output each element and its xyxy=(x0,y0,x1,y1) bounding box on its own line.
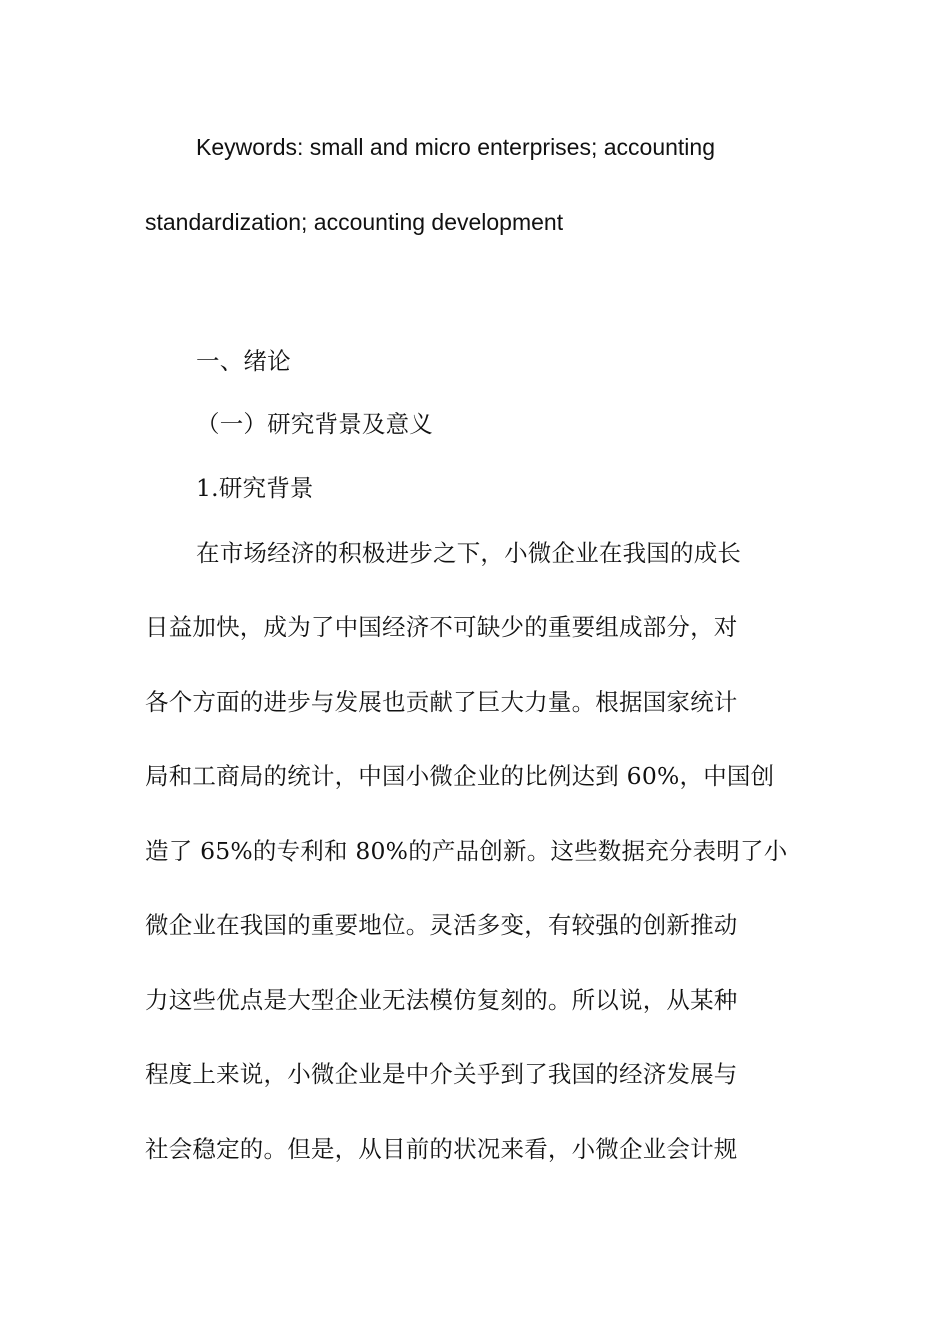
keywords-line-1: Keywords: small and micro enterprises; accounting xyxy=(196,134,716,160)
keywords-line-2: standardization; accounting development xyxy=(145,209,564,235)
body-paragraph-line: 社会稳定的。但是，从目前的状况来看，小微企业会计规 xyxy=(145,1135,738,1163)
body-paragraph-line: 在市场经济的积极进步之下，小微企业在我国的成长 xyxy=(196,539,742,567)
body-paragraph-line: 造了 65%的专利和 80%的产品创新。这些数据充分表明了小 xyxy=(145,837,788,865)
section-heading: 一、绪论 xyxy=(196,347,291,375)
body-paragraph-line: 微企业在我国的重要地位。灵活多变，有较强的创新推动 xyxy=(145,911,738,939)
body-paragraph-line: 日益加快，成为了中国经济不可缺少的重要组成部分，对 xyxy=(145,613,738,641)
body-paragraph-line: 各个方面的进步与发展也贡献了巨大力量。根据国家统计 xyxy=(145,688,738,716)
section-subsubheading: 1.研究背景 xyxy=(196,474,314,502)
body-paragraph-line: 局和工商局的统计，中国小微企业的比例达到 60%，中国创 xyxy=(145,762,775,790)
body-paragraph-line: 力这些优点是大型企业无法模仿复刻的。所以说，从某种 xyxy=(145,986,738,1014)
body-paragraph-line: 程度上来说，小微企业是中介关乎到了我国的经济发展与 xyxy=(145,1060,738,1088)
section-subheading: （一）研究背景及意义 xyxy=(196,410,433,438)
